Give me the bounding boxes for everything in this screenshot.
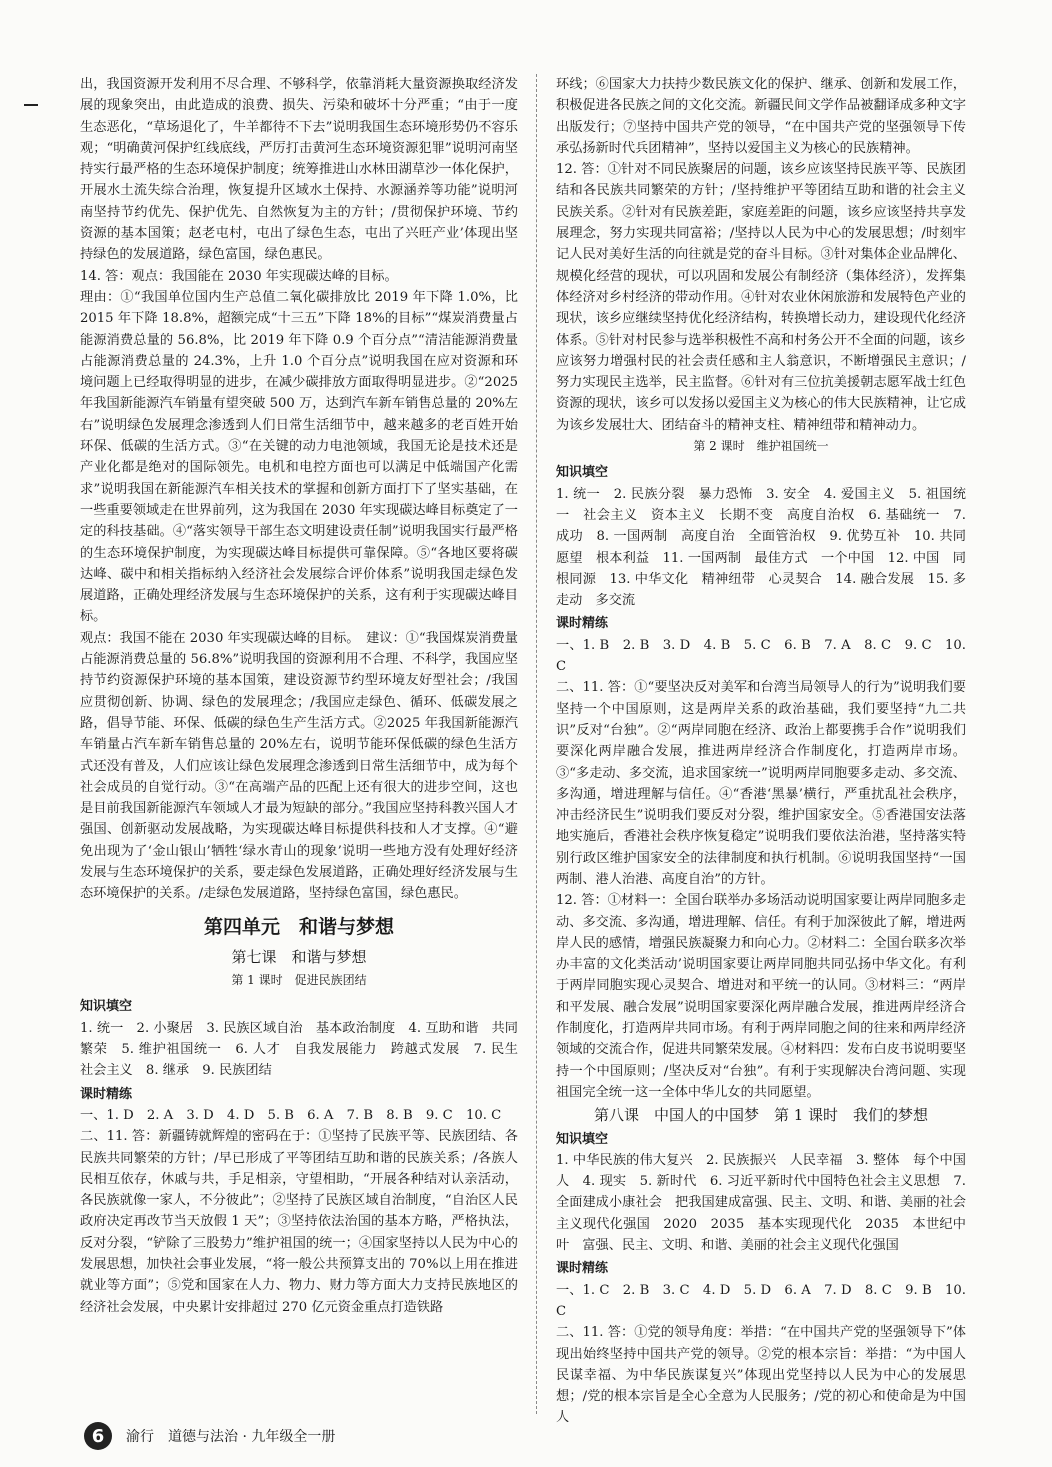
- right-paragraph: 环线；⑥国家大力扶持少数民族文化的保护、继承、创新和发展工作，积极促进各民族之间的文化交流。新疆民间文学作品被翻译成多种文字出版发行；⑦坚持中国共产党的领导，“在中国共产党的坚强领导下传承弘扬新时代兵团精神”，坚持以爱国主义为核心的民族精神。: [556, 77, 966, 156]
- page-number: 6: [84, 1422, 112, 1450]
- answer-11: 二、11. 答：①“要坚决反对美军和台湾当局领导人的行为”说明我们要坚持一个中国原则，这是两岸关系的政治基础，我们要坚持“九二共识”反对“台独”。②“两岸同胞在经济、政治上都要携手合作”说明我们要深化两岸融合发展，推进两岸经济合作制度化，打造两岸市场。③“多走动、多交流，追求国家统一”说明两岸同胞要多走动、多交流、多沟通，增进理解与信任。④“香港‘黑暴’横行，严重扰乱社会秩序，冲击经济民生”说明我们要反对分裂，维护国家安全。⑤香港国安法落地实施后，香港社会秩序恢复稳定”说明我们要依法治港，坚持落实特别行政区维护国家安全的法律制度和执行机制。⑥说明我国坚持“一国两制、港人治港、高度自治”的方针。: [556, 680, 966, 887]
- section-label: 课时精练: [556, 1261, 609, 1277]
- answer-14-reasons: 理由：①“我国单位国内生产总值二氧化碳排放比 2019 年下降 1.0%，比 2015 年下降 18.8%，超额完成“十三五”下降 18%的目标”“煤炭消费量占能源消费总量的 56.8%，比 2019 年下降 0.9 个百分点”“清洁能源消费量占能源消费总量的 24.3%，上升 1.0 个百分点”说明我国在应对资源和环境问题上已经取得明显的进步，在减少碳排放方面取得明显进步。②“2025 年我国新能源汽车销量有望突破 500 万，达到汽车新车销售总量的 20%左右”说明绿色发展理念渗透到人们日常生活细节中，越来越多的老百姓开始环保、低碳的生活方式。③“在关键的动力电池领域，我国无论是技术还是产业化都是绝对的国际领先。电机和电控方面也可以满足中低端国产化需求”说明我国在新能源汽车相关技术的掌握和创新方面打下了坚实基础，在一些重要领域走在世界前列，这为我国在 2030 年实现碳达峰目标奠定了一定的科技基础。④“落实领导干部生态文明建设责任制”说明我国实行最严格的生态环境保护制度，为实现碳达峰目标提供可靠保障。⑤“各地区要将碳达峰、碳中和相关指标纳入经济社会发展综合评价体系”说明我国走绿色发展道路，正确处理经济发展与生态环境保护的关系，这有利于实现碳达峰目标。: [80, 289, 518, 625]
- section-label: 知识填空: [80, 999, 133, 1015]
- section-label: 知识填空: [556, 465, 609, 481]
- column-divider: [536, 74, 537, 1414]
- right-column: [556, 74, 966, 1429]
- left-paragraph: 出，我国资源开发利用不尽合理、不够科学，依靠消耗大量资源换取经济发展的现象突出，由此造成的浪费、损失、污染和破坏十分严重；“由于一度生态恶化，“草场退化了，牛羊都待不下去”说明我国生态环境形势仍不容乐观；“明确黄河保护红线底线，严厉打击黄河生态环境资源犯罪”说明河南坚持实行最严格的生态环境保护制度；统筹推进山水林田湖草沙一体化保护，开展水土流失综合治理，恢复提升区域水土保持、水源涵养等功能”说明河南坚持节约优先、保护优先、自然恢复为主的方针；/贯彻保护环境、节约资源的基本国策；赵老屯村，屯出了绿色生态，屯出了兴旺产业’体现出坚持绿色的发展道路，绿色富国，绿色惠民。: [80, 77, 518, 263]
- knowledge-answers: 1. 统一 2. 民族分裂 暴力恐怖 3. 安全 4. 爱国主义 5. 祖国统一 社会主义 资本主义 长期不变 高度自治权 6. 基础统一 7. 成功 8. 一国两制 高度自治 全面管治权 9. 优势互补 10. 共同愿望 根本利益 11. 一国两制 最佳方式 一个中国 12. 中国 同根同源 13. 中华文化 精神纽带 心灵契合 14. 融合发展 15. 多走动 多交流: [556, 486, 966, 609]
- answer-11: 二、11. 答：新疆铸就辉煌的密码在于：①坚持了民族平等、民族团结、各民族共同繁荣的方针；/早已形成了平等团结互助和谐的民族关系；/各族人民相互依存，休戚与共，手足相亲，守望相助，“开展各种结对认亲活动，各民族就像一家人，不分彼此”；②坚持了民族区域自治制度，“自治区人民政府决定再改节当天放假 1 天”；③坚持依法治国的基本方略，严格执法，反对分裂，“铲除了三股势力”维护祖国的统一；④国家坚持以人民为中心的发展思想，加快社会事业发展，“将一般公共预算支出的 70%以上用在推进就业等方面”；⑤党和国家在人力、物力、财力等方面大力支持民族地区的经济社会发展，中央累计安排超过 270 亿元资金重点打造铁路: [80, 1129, 518, 1315]
- book-title: 渝行 道德与法治 · 九年级全一册: [126, 1429, 336, 1445]
- session-title: 第 2 课时 维护祖国统一: [693, 439, 829, 454]
- choice-answers: 一、1. C 2. B 3. C 4. D 5. D 6. A 7. D 8. C 9. B 10. C: [556, 1282, 966, 1319]
- unit-title: 第四单元 和谐与梦想: [203, 915, 394, 938]
- lesson-title: 第七课 和谐与梦想: [231, 947, 367, 966]
- section-label: 知识填空: [556, 1131, 609, 1147]
- choice-answers: 一、1. B 2. B 3. D 4. B 5. C 6. B 7. A 8. C 9. C 10. C: [556, 637, 966, 675]
- knowledge-answers: 1. 统一 2. 小聚居 3. 民族区域自治 基本政治制度 4. 互助和谐 共同繁荣 5. 维护祖国统一 6. 人才 自我发展能力 跨越式发展 7. 民生 社会主义 8. 继承 9. 民族团结: [80, 1020, 532, 1079]
- section-label: 课时精练: [80, 1086, 133, 1102]
- knowledge-answers: 1. 中华民族的伟大复兴 2. 民族振兴 人民幸福 3. 整体 每个中国人 4. 现实 5. 新时代 6. 习近平新时代中国特色社会主义思想 7. 全面建成小康社会 把我国建成富强、民主、文明、和谐、美丽的社会主义现代化强国 2020 2035 基本实现现代化 2035 本世纪中叶 富强、民主、文明、和谐、美丽的社会主义现代化强国: [556, 1152, 966, 1254]
- choice-answers: 一、1. D 2. A 3. D 4. D 5. B 6. A 7. B 8. B 9. C 10. C: [80, 1107, 502, 1123]
- session-title: 第 1 课时 促进民族团结: [231, 973, 367, 988]
- answer-12: 12. 答：①材料一：全国台联举办多场活动说明国家要让两岸同胞多走动、多交流、多沟通，增进理解、信任。有利于加深彼此了解，增进两岸人民的感情，增强民族凝聚力和向心力。②材料二：全国台联多次举办丰富的文化类活动’说明国家要让两岸同胞共同弘扬中华文化。有利于两岸同胞实现心灵契合、增进对和平统一的认同。③材料三：“两岸和平发展、融合发展”说明国家要深化两岸融合发展，推进两岸经济合作制度化，打造两岸共同市场。有利于两岸同胞之间的往来和两岸经济领域的交流合作，促进共同繁荣发展。④材料四：发布白皮书说明要坚持一个中国原则；/坚决反对“台独”。有利于实现解决台湾问题、实现祖国完全统一这一全体中华儿女的共同愿望。: [556, 893, 966, 1100]
- answer-12: 12. 答：①针对不同民族聚居的问题，该乡应该坚持民族平等、民族团结和各民族共同繁荣的方针；/坚持维护平等团结互助和谐的社会主义民族关系。②针对有民族差距，家庭差距的问题，该乡应该坚持共享发展理念，努力实现共同富裕；/坚持以人民为中心的发展思想；/时刻牢记人民对美好生活的向往就是党的奋斗目标。③针对集体企业品牌化、规模化经营的现状，可以巩固和发展公有制经济（集体经济），发挥集体经济对乡村经济的带动作用。④针对农业休闲旅游和发展特色产业的现状，该乡应继续坚持优化经济结构，转换增长动力，建设现代化经济体系。⑤针对村民参与选举积极性不高和村务公开不全面的问题，该乡应该努力增强村民的社会责任感和主人翁意识，不断增强民主意识；/努力实现民主选举，民主监督。⑥针对有三位抗美援朝志愿军战士红色资源的现状，该乡可以发扬以爱国主义为核心的伟大民族精神，让它成为该乡发展壮大、团结奋斗的精神支柱、精神纽带和精神动力。: [556, 162, 966, 433]
- answer-14: 14. 答：观点：我国能在 2030 年实现碳达峰的目标。: [80, 268, 398, 284]
- margin-mark: [24, 104, 38, 106]
- lesson-title: [556, 1105, 966, 1126]
- lesson-name: 第八课 中国人的中国梦: [593, 1106, 759, 1125]
- left-column: [80, 74, 532, 1318]
- session-name: 第 1 课时 我们的梦想: [773, 1106, 929, 1125]
- page-footer: [84, 1422, 335, 1450]
- answer-14-alternative: 观点：我国不能在 2030 年实现碳达峰的目标。 建议：①“我国煤炭消费量占能源消费总量的 56.8%”说明我国的资源利用不合理、不科学，我国应坚持节约资源保护环境的基本国策，建设资源节约型环境友好型社会；/我国应贯彻创新、协调、绿色的发展理念；/我国应走绿色、循环、低碳发展之路，倡导节能、环保、低碳的绿色生产生活方式。②2025 年我国新能源汽车销量占汽车新车销售总量的 20%左右，说明节能环保低碳的绿色生活方式还没有普及，人们应该让绿色发展理念渗透到日常生活细节中，成为每个社会成员的自觉行动。③“在高端产品的匹配上还有很大的进步空间，这也是目前我国新能源汽车领域人才最为短缺的部分。”我国应坚持科教兴国人才强国、创新驱动发展战略，为实现碳达峰目标提供科技和人才支撑。④“避免出现为了‘金山银山’牺牲‘绿水青山的现象’说明一些地方没有处理好经济发展与生态环境保护的关系，要走绿色发展道路，正确处理好经济发展与生态环境保护的关系。/走绿色发展道路，坚持绿色富国，绿色惠民。: [80, 630, 518, 902]
- section-label: 课时精练: [556, 616, 609, 632]
- answer-11: 二、11. 答：①党的领导角度：举措：“在中国共产党的坚强领导下”体现出始终坚持中国共产党的领导。②党的根本宗旨：举措：“为中国人民谋幸福、为中华民族谋复兴”体现出党坚持以人民为中心的发展思想；/党的根本宗旨是全心全意为人民服务；/党的初心和使命是为中国人: [556, 1325, 966, 1426]
